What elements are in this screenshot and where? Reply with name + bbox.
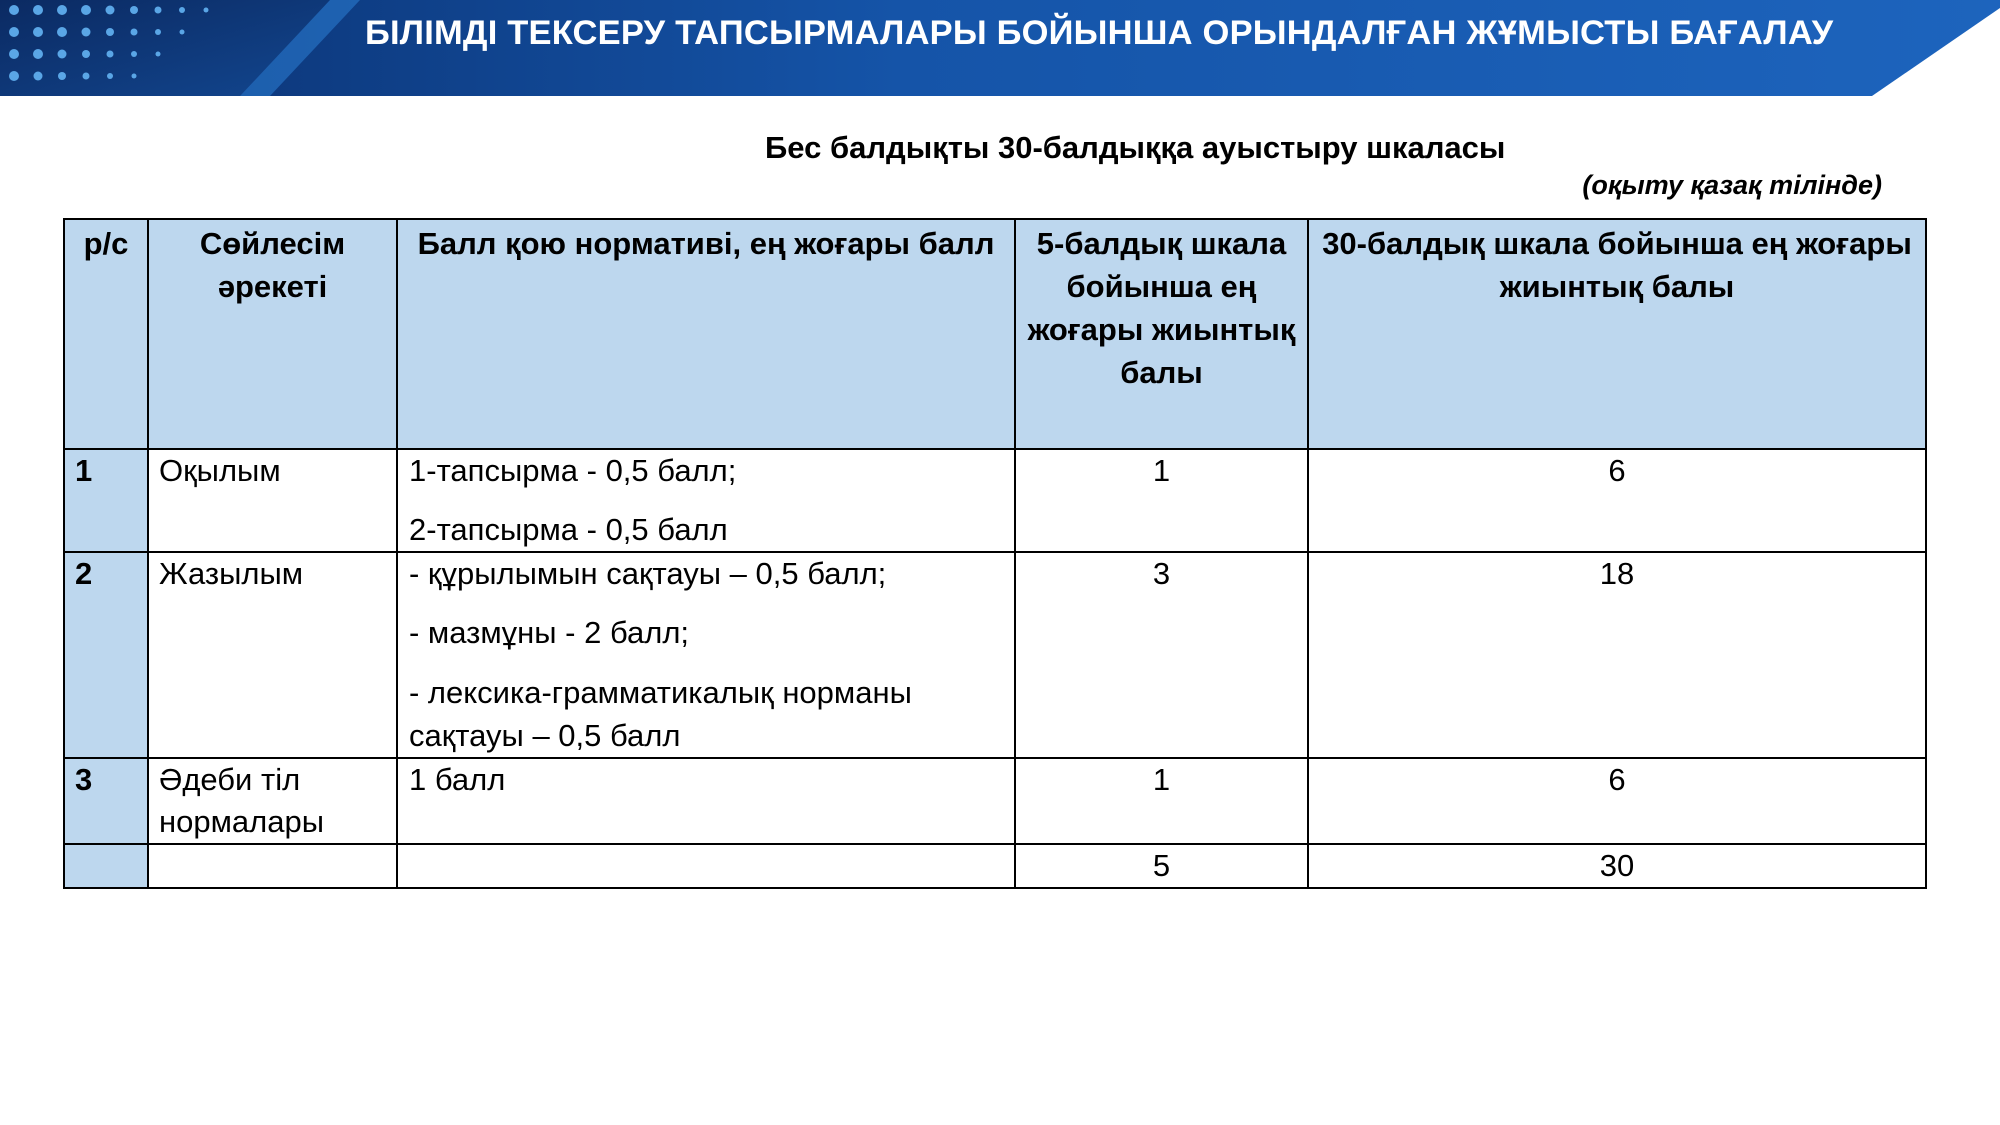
- criteria-line: - лексика-грамматикалық норманы сақтауы – 0,5 балл: [409, 675, 912, 753]
- table-header-row: [64, 219, 1926, 449]
- row-number: 3: [64, 758, 148, 844]
- criteria-cell: [397, 844, 1015, 888]
- total-row: [64, 844, 1926, 888]
- row-number: [64, 844, 148, 888]
- score30-cell: 6: [1308, 449, 1926, 552]
- score30-cell: 6: [1308, 758, 1926, 844]
- column-header-score5: 5-балдық шкала бойынша ең жоғары жиынтық балы: [1015, 219, 1308, 449]
- criteria-cell: [397, 758, 1015, 844]
- criteria-line: 1 балл: [409, 762, 506, 797]
- criteria-line: 1-тапсырма - 0,5 балл;: [409, 453, 737, 488]
- total-score30-cell: 30: [1308, 844, 1926, 888]
- row-number: 2: [64, 552, 148, 758]
- activity-cell: Оқылым: [148, 449, 397, 552]
- criteria-line: - мазмұны - 2 балл;: [409, 615, 690, 650]
- score5-cell: 1: [1015, 449, 1308, 552]
- column-header-criteria: Балл қою нормативі, ең жоғары балл: [397, 219, 1015, 449]
- language-note: (оқыту қазақ тілінде): [1582, 170, 1882, 200]
- table-row: [64, 552, 1926, 758]
- table-row: [64, 449, 1926, 552]
- activity-cell: Жазылым: [148, 552, 397, 758]
- row-number: 1: [64, 449, 148, 552]
- column-header-score30: 30-балдық шкала бойынша ең жоғары жиынтық балы: [1308, 219, 1926, 449]
- score30-cell: 18: [1308, 552, 1926, 758]
- score5-cell: 1: [1015, 758, 1308, 844]
- column-header-number: р/с: [64, 219, 148, 449]
- score5-cell: 3: [1015, 552, 1308, 758]
- table-caption: Бес балдықты 30-балдыққа ауыстыру шкаласы: [765, 130, 1506, 165]
- table-row: [64, 758, 1926, 844]
- criteria-line: - құрылымын сақтауы – 0,5 балл;: [409, 556, 887, 591]
- column-header-activity: Сөйлесім әрекеті: [148, 219, 397, 449]
- criteria-cell: [397, 552, 1015, 758]
- page-title: БІЛІМДІ ТЕКСЕРУ ТАПСЫРМАЛАРЫ БОЙЫНША ОРЫНДАЛҒАН ЖҰМЫСТЫ БАҒАЛАУ: [365, 14, 1834, 52]
- header-banner: [0, 0, 2000, 96]
- activity-cell: Әдеби тіл нормалары: [148, 758, 397, 844]
- total-score5-cell: 5: [1015, 844, 1308, 888]
- score-conversion-table: [63, 218, 1927, 889]
- activity-cell: [148, 844, 397, 888]
- criteria-line: 2-тапсырма - 0,5 балл: [409, 512, 728, 547]
- criteria-cell: [397, 449, 1015, 552]
